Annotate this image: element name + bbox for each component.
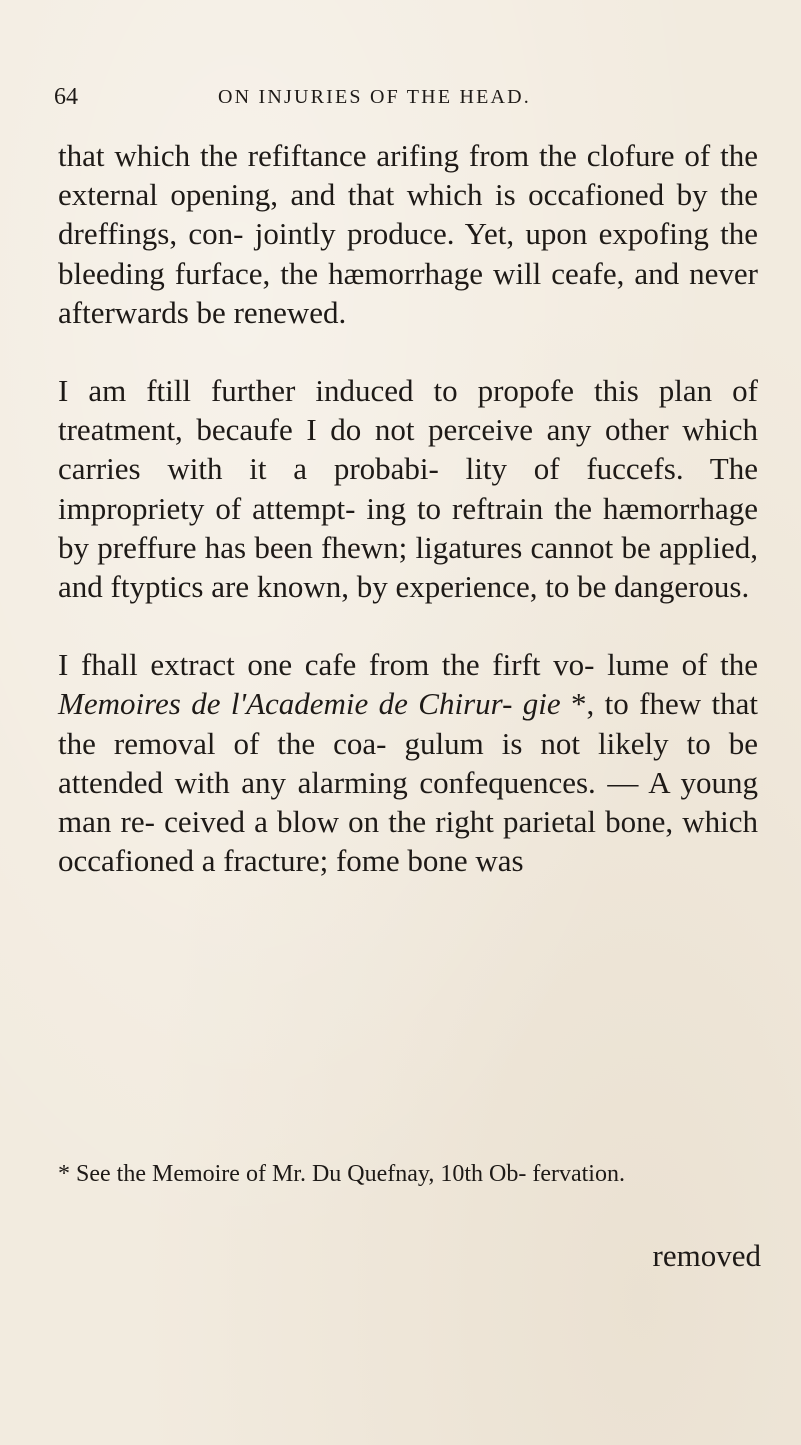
catchword: removed: [652, 1238, 761, 1273]
running-head: [54, 84, 754, 120]
body-text: [58, 136, 758, 880]
paragraph-3-text-start: I fhall extract one cafe from the firft vo- lume of the: [58, 647, 758, 683]
page-number: 64: [54, 84, 78, 110]
paragraph-1: that which the refiftance arifing from the clofure of the external opening, and that which is occafioned by the dreffings, con- jointly produce. Yet, upon expofing the bleeding furface, the hæmorrhage will ceafe, and never afterwards be renewed.: [58, 138, 758, 330]
paragraph-2: I am ftill further induced to propofe this plan of treatment, becaufe I do not perceive any other which carries with it a probabi- lity of fuccefs. The impropriety of attempt- ing to reftrain the hæmorrhage by preffure has been fhewn; ligatures cannot be applied, and ftyptics are known, by experience, to be dangerous.: [58, 373, 758, 605]
footnote: * See the Memoire of Mr. Du Quefnay, 10th Ob- fervation.: [58, 1161, 625, 1187]
running-title: ON INJURIES OF THE HEAD.: [218, 86, 531, 108]
paragraph-3: [58, 645, 758, 880]
paragraph-3-text-end: *, to fhew that the removal of the coa- gulum is not likely to be attended with any alarming confequences. — A young man re- ceived a blow on the right parietal bone, which occafioned a fracture; fome bone was: [58, 686, 758, 879]
book-title-italic: Memoires de l'Academie de Chirur- gie: [58, 686, 561, 722]
